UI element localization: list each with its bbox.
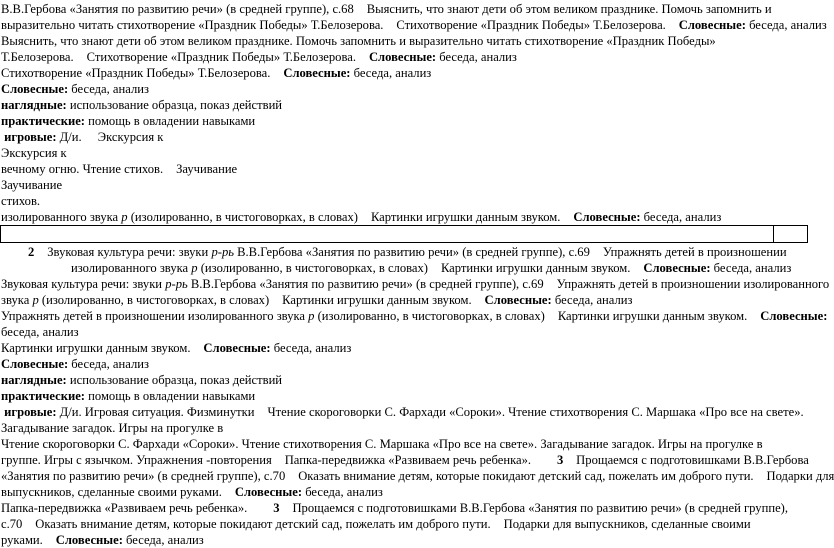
label-game: игровые: [1, 405, 57, 419]
label-verbal: Словесные: [193, 341, 261, 355]
table-border [807, 226, 808, 242]
text-line: выразительно читать стихотворение «Праздник Победы» Т.Белозерова. Стихотворение «Праздник Победы» Т.Белозерова. Словесные: беседа, анализ [1, 18, 808, 32]
label-verbal: Словесные: [1, 82, 69, 96]
text-line: наглядные: использование образца, показ действий [1, 373, 283, 387]
label-verbal: Словесные: [464, 293, 533, 307]
text-line: Выяснить, что знают дети об этом великом празднике. Помочь запомнить и выразительно читать стихотворение «Праздник Победы» [1, 34, 716, 48]
text-line: звука р (изолированно, в чистоговорках, в словах) Картинки игрушки данным звуком. Словесные: беседа, анализ [1, 293, 613, 307]
label-practical: практические: [1, 114, 85, 128]
text-line: игровые: Д/и. Игровая ситуация. Физминутки Чтение скороговорки С. Фархади «Сороки». Чтение стихотворения С. Маршака «Про все на свете». [1, 405, 794, 419]
label-verbal: Словесные: [349, 50, 417, 64]
text-line: Папка-передвижка «Развиваем речь ребенка». 3 Прощаемся с подготовишками В.В.Гербова «Занятия по развитию речи» (в средней группе), [1, 501, 756, 515]
label-verbal: Словесные: [1, 357, 69, 371]
text-line: Словесные: беседа, анализ [1, 357, 149, 371]
table-row-divider [0, 225, 808, 243]
text-line: игровые: Д/и. Экскурсия к [1, 130, 151, 144]
text-line: изолированного звука р (изолированно, в чистоговорках, в словах) Картинки игрушки данным звуком. Словесные: беседа, анализ [1, 210, 702, 224]
text-line: Звуковая культура речи: звуки р-рь В.В.Гербова «Занятия по развитию речи» (в средней группе), с.69 Упражнять детей в произношении изолированного [1, 277, 820, 291]
table-border [0, 226, 1, 242]
text-line: руками. Словесные: беседа, анализ [1, 533, 194, 547]
label-verbal: Словесные: [740, 309, 808, 323]
section-number: 3 [524, 453, 534, 467]
table-border [773, 226, 774, 242]
text-line: Словесные: беседа, анализ [1, 82, 149, 96]
text-line: Картинки игрушки данным звуком. Словесные: беседа, анализ [1, 341, 342, 355]
text-line: беседа, анализ [1, 325, 79, 339]
text-line: Загадывание загадок. Игры на прогулке в [1, 421, 224, 435]
text-line: Чтение скороговорки С. Фархади «Сороки». Чтение стихотворения С. Маршака «Про все на свете». Загадывание загадок. Игры на прогулке в [1, 437, 763, 451]
text-line: практические: помощь в овладении навыками [1, 389, 256, 403]
label-visual: наглядные: [1, 98, 67, 112]
label-verbal: Словесные: [225, 485, 293, 499]
label-game: игровые: [1, 130, 57, 144]
label-verbal: Словесные: [659, 18, 727, 32]
section-number: 2 [28, 245, 38, 259]
text-line: вечному огню. Чтение стихов. Заучивание [1, 162, 228, 176]
text-line: В.В.Гербова «Занятия по развитию речи» (в средней группе), с.68 Выяснить, что знают дети об этом великом празднике. Помочь запомнить и [1, 2, 762, 16]
label-verbal: Словесные: [553, 210, 621, 224]
text-line: 2 Звуковая культура речи: звуки р-рь В.В.Гербова «Занятия по развитию речи» (в средней группе), с.69 Упражнять детей в произношении [28, 245, 767, 259]
text-line: Экскурсия к [1, 146, 67, 160]
text-line: группе. Игры с язычком. Упражнения -повторения Папка-передвижка «Развиваем речь ребенка». 3 Прощаемся с подготовишками В.В.Гербова [1, 453, 767, 467]
text-line: Упражнять детей в произношении изолированного звука р (изолированно, в чистоговорках, в словах) Картинки игрушки данным звуком. Словесные: [0, 308, 816, 324]
text-line: стихов. [1, 194, 41, 208]
text-line: изолированного звука р (изолированно, в чистоговорках, в словах) Картинки игрушки данным звуком. Словесные: беседа, анализ [71, 261, 772, 275]
section-number: 3 [250, 501, 260, 515]
label-verbal: Словесные: [45, 533, 114, 547]
text-line: с.70 Оказать внимание детям, которые покидают детский сад, пожелать им доброго пути. Подарки для выпускников, сделанные своими [1, 517, 731, 531]
text-line: Т.Белозерова. Стихотворение «Праздник Победы» Т.Белозерова. Словесные: беседа, анализ [1, 50, 498, 64]
text-line: практические: помощь в овладении навыками [1, 114, 256, 128]
text-line: Заучивание [1, 178, 63, 192]
label-verbal: Словесные: [273, 66, 341, 80]
text-line: Стихотворение «Праздник Победы» Т.Белозерова. Словесные: беседа, анализ [1, 66, 422, 80]
text-line: выпускников, сделанные своими руками. Словесные: беседа, анализ [1, 485, 374, 499]
text-line: «Занятия по развитию речи» (в средней группе), с.70 Оказать внимание детям, которые покидают детский сад, пожелать им доброго пути. Подарки для [1, 469, 815, 483]
label-verbal: Словесные: [623, 261, 691, 275]
label-visual: наглядные: [1, 373, 67, 387]
label-practical: практические: [1, 389, 85, 403]
text-line: наглядные: использование образца, показ действий [1, 98, 283, 112]
